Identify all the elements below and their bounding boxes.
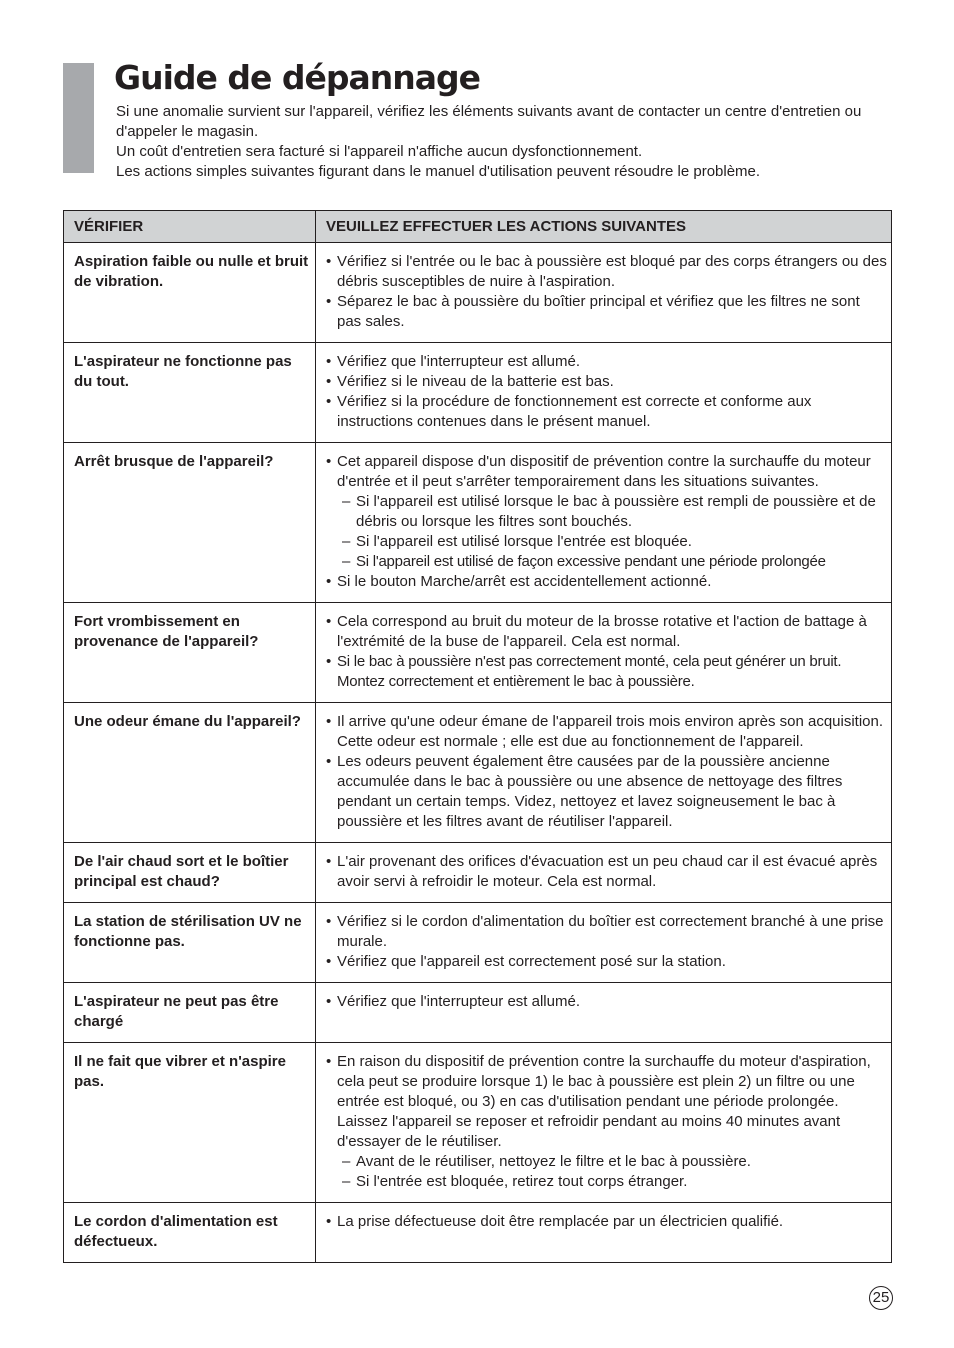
intro-text: [116, 102, 896, 182]
intro-paragraph: Un coût d'entretien sera facturé si l'appareil n'affiche aucun dysfonctionnement.: [116, 143, 643, 160]
actions-cell: [316, 1203, 892, 1263]
check-cell: Fort vrombissement en provenance de l'appareil?: [64, 603, 316, 703]
check-cell: Aspiration faible ou nulle et bruit de vibration.: [64, 243, 316, 343]
check-cell: Une odeur émane du l'appareil?: [64, 703, 316, 843]
action-item: [325, 1052, 887, 1192]
action-item: • Si le bac à poussière n'est pas correctement monté, cela peut générer un bruit. Montez correctement et entièrement le bac à poussière.: [325, 652, 887, 692]
check-cell: La station de stérilisation UV ne fonctionne pas.: [64, 903, 316, 983]
table-row: [64, 243, 892, 343]
check-cell: L'aspirateur ne fonctionne pas du tout.: [64, 343, 316, 443]
table-row: [64, 1043, 892, 1203]
sub-action-item: – Si l'appareil est utilisé lorsque le bac à poussière est rempli de poussière et de débris ou lorsque les filtres sont bouchés.: [342, 492, 887, 532]
actions-cell: [316, 443, 892, 603]
table-row: [64, 843, 892, 903]
actions-cell: [316, 903, 892, 983]
actions-cell: [316, 1043, 892, 1203]
action-item: • Si le bouton Marche/arrêt est accidentellement actionné.: [325, 572, 887, 592]
table-row: [64, 1203, 892, 1263]
action-item: • Vérifiez si le niveau de la batterie est bas.: [325, 372, 887, 392]
sub-action-item: – Si l'appareil est utilisé de façon excessive pendant une période prolongée: [342, 552, 887, 572]
table-row: [64, 703, 892, 843]
action-item: • Vérifiez si l'entrée ou le bac à poussière est bloqué par des corps étrangers ou des débris susceptibles de nuire à l'aspiration.: [325, 252, 887, 292]
section-marker-bar: [63, 63, 94, 173]
action-item: • Vérifiez si le cordon d'alimentation du boîtier est correctement branché à une prise murale.: [325, 912, 887, 952]
check-cell: Arrêt brusque de l'appareil?: [64, 443, 316, 603]
page-title: Guide de dépannage: [114, 58, 481, 97]
sub-action-item: – Si l'appareil est utilisé lorsque l'entrée est bloquée.: [342, 532, 887, 552]
action-item: • Séparez le bac à poussière du boîtier principal et vérifiez que les filtres ne sont pas sales.: [325, 292, 887, 332]
header-check: VÉRIFIER: [64, 211, 316, 243]
check-cell: De l'air chaud sort et le boîtier principal est chaud?: [64, 843, 316, 903]
table-header-row: [64, 211, 892, 243]
action-text: En raison du dispositif de prévention contre la surchauffe du moteur d'aspiration, cela peut se produire lorsque 1) le bac à poussière est plein 2) un filtre ou une entrée est bloqué, ou 3) en cas d'utilisation pendant une période prolongée. Laissez l'appareil se reposer et refroidir pendant au moins 40 minutes avant d'essayer de le réutiliser.: [337, 1053, 871, 1150]
actions-cell: [316, 603, 892, 703]
action-item: • Cela correspond au bruit du moteur de la brosse rotative et l'action de battage à l'extrémité de la buse de l'appareil. Cela est normal.: [325, 612, 887, 652]
actions-cell: [316, 703, 892, 843]
check-cell: Le cordon d'alimentation est défectueux.: [64, 1203, 316, 1263]
table-row: [64, 903, 892, 983]
table-row: [64, 443, 892, 603]
action-item: • Vérifiez que l'appareil est correctement posé sur la station.: [325, 952, 887, 972]
action-item: • Vérifiez que l'interrupteur est allumé.: [325, 352, 887, 372]
actions-cell: [316, 983, 892, 1043]
sub-action-item: – Avant de le réutiliser, nettoyez le filtre et le bac à poussière.: [342, 1152, 887, 1172]
action-text: Cet appareil dispose d'un dispositif de prévention contre la surchauffe du moteur d'entrée et il peut s'arrêter temporairement dans les situations suivantes.: [337, 453, 871, 490]
check-cell: L'aspirateur ne peut pas être chargé: [64, 983, 316, 1043]
table-row: [64, 603, 892, 703]
troubleshooting-table: [63, 210, 892, 1263]
page-number: 25: [869, 1286, 893, 1310]
sub-action-item: – Si l'entrée est bloquée, retirez tout corps étranger.: [342, 1172, 887, 1192]
check-cell: Il ne fait que vibrer et n'aspire pas.: [64, 1043, 316, 1203]
intro-paragraph: Si une anomalie survient sur l'appareil, vérifiez les éléments suivants avant de contacter un centre d'entretien ou d'appeler le magasin.: [116, 103, 862, 140]
header-actions: VEUILLEZ EFFECTUER LES ACTIONS SUIVANTES: [316, 211, 892, 243]
table-row: [64, 343, 892, 443]
action-item: • Vérifiez que l'interrupteur est allumé.: [325, 992, 887, 1012]
actions-cell: [316, 243, 892, 343]
intro-paragraph: Les actions simples suivantes figurant dans le manuel d'utilisation peuvent résoudre le problème.: [116, 163, 761, 180]
action-item: • Vérifiez si la procédure de fonctionnement est correcte et conforme aux instructions contenues dans le présent manuel.: [325, 392, 887, 432]
actions-cell: [316, 843, 892, 903]
action-item: • Les odeurs peuvent également être causées par de la poussière ancienne accumulée dans le bac à poussière ou une absence de nettoyage des filtres pendant un certain temps. Videz, nettoyez et lavez soigneusement le bac à poussière et les filtres avant de réutiliser l'appareil.: [325, 752, 887, 832]
action-item: [325, 452, 887, 572]
action-item: • Il arrive qu'une odeur émane de l'appareil trois mois environ après son acquisition. Cette odeur est normale ; elle est due au fonctionnement de l'appareil.: [325, 712, 887, 752]
action-item: • La prise défectueuse doit être remplacée par un électricien qualifié.: [325, 1212, 887, 1232]
actions-cell: [316, 343, 892, 443]
action-item: • L'air provenant des orifices d'évacuation est un peu chaud car il est évacué après avoir servi à refroidir le moteur. Cela est normal.: [325, 852, 887, 892]
table-row: [64, 983, 892, 1043]
